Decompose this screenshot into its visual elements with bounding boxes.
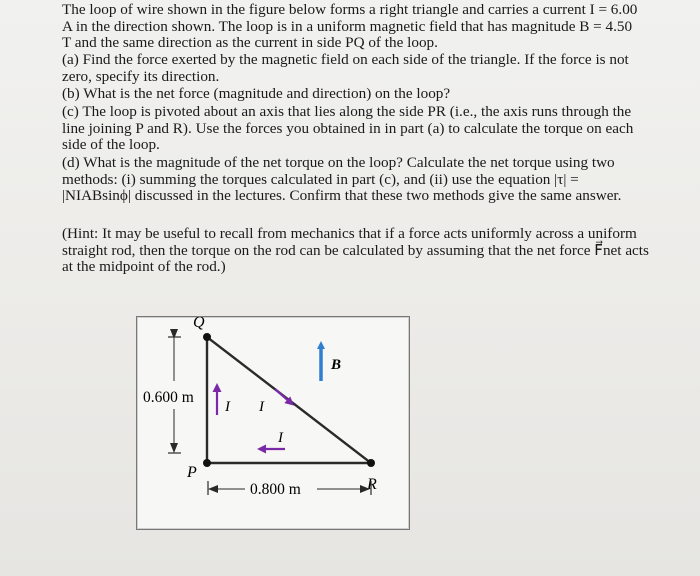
problem-intro [62, 2, 662, 52]
current-arrow-hypotenuse [275, 389, 291, 403]
current-label-base: I [278, 430, 283, 446]
vertex-r [367, 459, 375, 467]
current-label-side: I [225, 399, 230, 415]
triangle-loop-figure [136, 316, 410, 530]
part-c [62, 104, 662, 154]
part-a-line: (a) Find the force exerted by the magnetic field on each side of the triangle. If the force is not [62, 51, 629, 68]
label-q: Q [193, 317, 205, 331]
part-c-line: (c) The loop is pivoted about an axis that lies along the side PR (i.e., the axis runs through the [62, 103, 632, 120]
width-label: 0.800 m [250, 481, 301, 498]
label-b-field: B⃗ [331, 357, 353, 373]
part-a [62, 52, 662, 85]
hint [62, 226, 662, 276]
part-c-line: side of the loop. [62, 136, 160, 154]
hint-line: straight rod, then the torque on the rod can be calculated by assuming that the net force F⃗net acts [62, 241, 649, 259]
part-c-line: line joining P and R). Use the forces you obtained in in part (a) to calculate the torque on each [62, 119, 634, 137]
part-d-line: (d) What is the magnitude of the net torque on the loop? Calculate the net torque using two [62, 154, 615, 171]
intro-line: The loop of wire shown in the figure below forms a right triangle and carries a current I = 6.00 [62, 1, 638, 18]
vertex-q [203, 333, 211, 341]
vertex-p [203, 459, 211, 467]
current-label-hypotenuse: I [259, 399, 264, 415]
label-p: P [187, 464, 197, 481]
figure-svg [137, 317, 409, 529]
part-a-line: zero, specify its direction. [62, 67, 220, 85]
part-d-line: |NIABsinϕ| discussed in the lectures. Confirm that these two methods give the same answer. [62, 187, 622, 205]
height-label: 0.600 m [143, 389, 194, 406]
part-d-line: methods: (i) summing the torques calculated in part (c), and (ii) use the equation |τ| = [62, 170, 579, 188]
hint-line: at the midpoint of the rod.) [62, 258, 226, 276]
part-b-line: (b) What is the net force (magnitude and direction) on the loop? [62, 85, 451, 102]
part-d [62, 155, 662, 205]
intro-line: A in the direction shown. The loop is in a uniform magnetic field that has magnitude B = 4.50 [62, 17, 633, 35]
intro-line: T and the same direction as the current in side PQ of the loop. [62, 34, 438, 52]
label-r: R [367, 476, 377, 493]
part-b [62, 86, 662, 103]
hint-line: (Hint: It may be useful to recall from mechanics that if a force acts uniformly across a uniform [62, 225, 637, 242]
